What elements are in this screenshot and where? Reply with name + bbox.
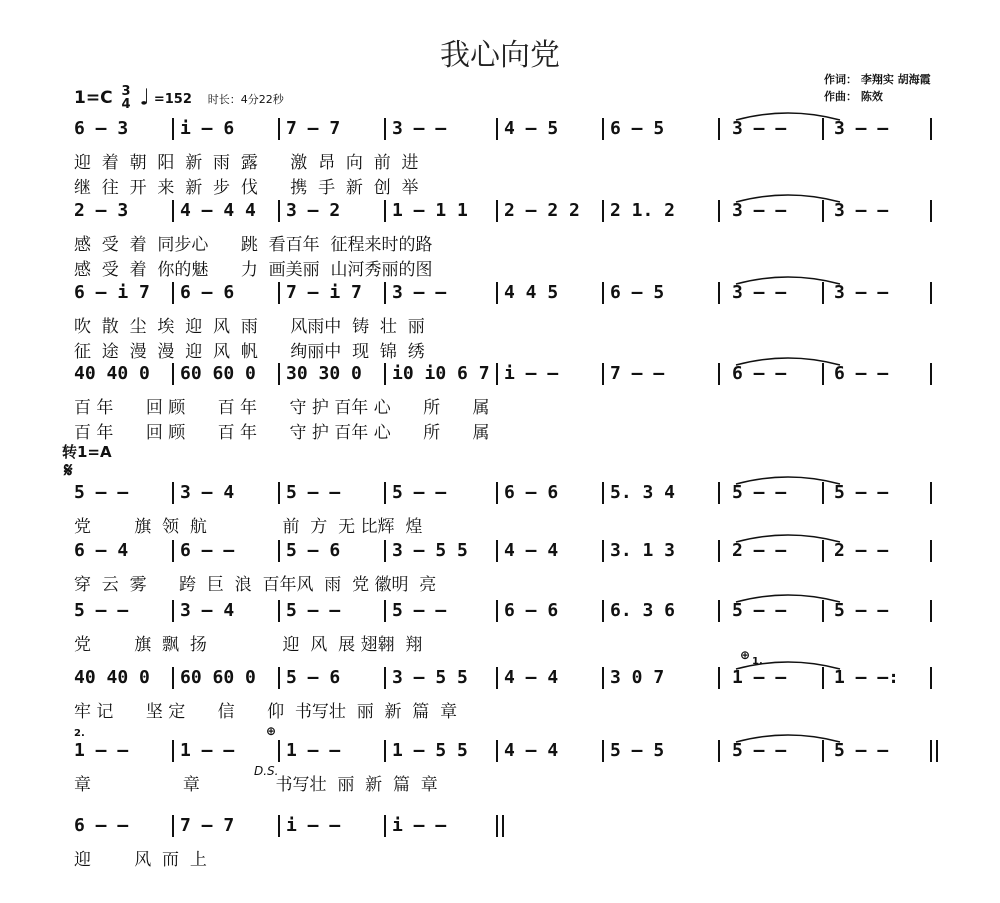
barline	[172, 200, 174, 222]
barline	[496, 600, 498, 622]
barline	[496, 540, 498, 562]
barline	[172, 667, 174, 689]
lyricist: 作词： 李翔实 胡海霞	[824, 73, 931, 86]
barline	[718, 540, 720, 562]
segno-icon: 𝄋	[64, 458, 73, 482]
score-row	[0, 740, 1000, 820]
barline	[718, 363, 720, 385]
measure: 7 – 7	[286, 118, 341, 139]
measure: 1 – –	[74, 740, 129, 761]
notation-line	[0, 200, 1000, 226]
barline	[496, 118, 498, 140]
measure: 5. 3 4	[610, 482, 676, 503]
coda-icon: ⊕	[266, 724, 277, 738]
final-barline	[936, 740, 938, 762]
measure: 3 – –	[392, 118, 447, 139]
volta-1-label: 1.	[752, 656, 763, 667]
barline	[822, 118, 824, 140]
quarter-note-icon: ♩	[139, 85, 150, 111]
measure: 5 – –	[834, 740, 889, 761]
lyrics-verse-2: 百 年 回 顾 百 年 守 护 百年 心 所 属	[74, 423, 490, 443]
barline	[496, 282, 498, 304]
score-row	[0, 200, 1000, 280]
measure: 3 – –	[834, 282, 889, 303]
measure: 2 – 2 2	[504, 200, 580, 221]
barline	[930, 363, 932, 385]
barline	[278, 815, 280, 837]
barline	[718, 482, 720, 504]
measure: 4 – 4 4	[180, 200, 256, 221]
measure: 6 – –	[180, 540, 235, 561]
time-top: 3	[121, 84, 131, 99]
barline	[278, 363, 280, 385]
measure: 5 – –	[834, 600, 889, 621]
barline	[822, 482, 824, 504]
volta-2-label: 2.	[74, 728, 85, 739]
notation-line	[0, 667, 1000, 693]
barline	[278, 282, 280, 304]
barline	[278, 118, 280, 140]
barline	[172, 540, 174, 562]
measure: 5 – –	[732, 740, 787, 761]
measure: i – –	[504, 363, 559, 384]
lyrics-verse-1: 百 年 回 顾 百 年 守 护 百年 心 所 属	[74, 398, 490, 418]
measure: 1 – 1 1	[392, 200, 468, 221]
barline	[602, 667, 604, 689]
barline	[930, 200, 932, 222]
barline	[822, 600, 824, 622]
barline	[718, 740, 720, 762]
measure: i – 6	[180, 118, 235, 139]
barline	[822, 363, 824, 385]
composer: 作曲： 陈效	[824, 90, 883, 103]
barline	[930, 667, 932, 689]
measure: 2 – –	[732, 540, 787, 561]
notation-line	[0, 740, 1000, 766]
measure: 6 – 6	[504, 482, 559, 503]
measure: 1 – –	[732, 667, 787, 688]
barline	[930, 540, 932, 562]
measure: 5 – –	[732, 600, 787, 621]
measure: 5 – 5	[610, 740, 665, 761]
barline	[384, 815, 386, 837]
barline	[718, 282, 720, 304]
barline	[602, 363, 604, 385]
barline	[602, 482, 604, 504]
barline	[822, 540, 824, 562]
barline	[278, 540, 280, 562]
measure: 3 – –	[392, 282, 447, 303]
measure: 3 – –	[732, 282, 787, 303]
measure: 5 – –	[834, 482, 889, 503]
notation-line	[0, 540, 1000, 566]
barline	[930, 118, 932, 140]
barline	[718, 667, 720, 689]
measure: 6 – –	[834, 363, 889, 384]
barline	[822, 740, 824, 762]
barline	[172, 600, 174, 622]
measure: 3 – –	[834, 200, 889, 221]
lyrics-verse-1: 党 旗 飘 扬 迎 风 展 翅翱 翔	[74, 635, 423, 655]
notation-line	[0, 600, 1000, 626]
score-row	[0, 282, 1000, 362]
barline	[496, 200, 498, 222]
measure: 40 40 0	[74, 667, 150, 688]
barline	[602, 540, 604, 562]
measure: 6 – 3	[74, 118, 129, 139]
measure: 6 – 6	[504, 600, 559, 621]
barline	[278, 200, 280, 222]
barline	[384, 540, 386, 562]
measure: 1 – –	[286, 740, 341, 761]
barline	[496, 667, 498, 689]
measure: 3 – 5 5	[392, 667, 468, 688]
measure: 5 – –	[74, 600, 129, 621]
measure: 3 – 4	[180, 600, 235, 621]
measure: 6 – i 7	[74, 282, 150, 303]
barline	[384, 363, 386, 385]
barline	[822, 667, 824, 689]
measure: 6 – 5	[610, 282, 665, 303]
notation-line	[0, 363, 1000, 389]
barline	[384, 118, 386, 140]
measure: 4 – 4	[504, 540, 559, 561]
barline	[278, 667, 280, 689]
time-bottom: 4	[121, 97, 131, 112]
measure: 60 60 0	[180, 363, 256, 384]
time-signature	[121, 85, 130, 111]
measure: 40 40 0	[74, 363, 150, 384]
measure: 4 – 5	[504, 118, 559, 139]
measure: 3. 1 3	[610, 540, 676, 561]
measure: 3 0 7	[610, 667, 665, 688]
measure: 60 60 0	[180, 667, 256, 688]
measure: 7 – –	[610, 363, 665, 384]
measure: 3 – –	[732, 118, 787, 139]
barline	[822, 282, 824, 304]
barline	[172, 815, 174, 837]
barline	[496, 482, 498, 504]
notation-line	[0, 118, 1000, 144]
measure: i – –	[286, 815, 341, 836]
barline	[172, 740, 174, 762]
barline	[278, 482, 280, 504]
barline	[718, 600, 720, 622]
ds-label: D.S.	[254, 764, 279, 778]
barline	[278, 600, 280, 622]
barline	[822, 200, 824, 222]
barline	[384, 740, 386, 762]
measure: 7 – 7	[180, 815, 235, 836]
measure: i – –	[392, 815, 447, 836]
measure: 5 – –	[286, 482, 341, 503]
measure: 2 – –	[834, 540, 889, 561]
measure: 5 – 6	[286, 667, 341, 688]
measure: 3 – 2	[286, 200, 341, 221]
measure: 4 – 4	[504, 740, 559, 761]
barline	[602, 118, 604, 140]
key-signature	[74, 85, 284, 111]
barline	[172, 282, 174, 304]
score-row	[0, 667, 1000, 747]
notation-line	[0, 482, 1000, 508]
lyrics-verse-1: 章 章 书写壮 丽 新 篇 章	[74, 775, 438, 795]
lyrics-verse-1: 穿 云 雾 跨 巨 浪 百年风 雨 党 徽明 亮	[74, 575, 437, 595]
barline	[496, 363, 498, 385]
final-barline	[502, 815, 504, 837]
lyrics-verse-1: 感 受 着 同步心 跳 看百年 征程来时的路	[74, 235, 433, 255]
barline	[930, 600, 932, 622]
measure: 5 – –	[392, 482, 447, 503]
measure: 5 – –	[286, 600, 341, 621]
barline	[718, 200, 720, 222]
lyrics-verse-1: 党 旗 领 航 前 方 无 比辉 煌	[74, 517, 423, 537]
measure: 3 – –	[834, 118, 889, 139]
barline	[172, 482, 174, 504]
barline	[278, 740, 280, 762]
barline	[930, 482, 932, 504]
measure: 3 – 5 5	[392, 540, 468, 561]
score-row	[0, 118, 1000, 198]
credits	[824, 71, 931, 105]
barline	[602, 600, 604, 622]
measure: 6 – 6	[180, 282, 235, 303]
key-text: 1=C	[74, 88, 113, 108]
barline	[384, 282, 386, 304]
barline	[930, 282, 932, 304]
barline	[930, 740, 932, 762]
measure: 7 – i 7	[286, 282, 362, 303]
barline	[496, 740, 498, 762]
modulation-mark: 转1=A	[62, 443, 112, 461]
barline	[602, 282, 604, 304]
song-title: 我心向党	[440, 38, 560, 73]
measure: 1 – –:	[834, 667, 900, 688]
tempo: =152	[153, 92, 192, 107]
coda-icon: ⊕	[740, 648, 751, 662]
measure: 6 – 4	[74, 540, 129, 561]
lyrics-verse-2: 感 受 着 你的魅 力 画美丽 山河秀丽的图	[74, 260, 433, 280]
barline	[172, 118, 174, 140]
notation-line	[0, 282, 1000, 308]
measure: 30 30 0	[286, 363, 362, 384]
measure: 4 4 5	[504, 282, 559, 303]
measure: 4 – 4	[504, 667, 559, 688]
barline	[602, 740, 604, 762]
measure: 6. 3 6	[610, 600, 676, 621]
notation-line	[0, 815, 1000, 841]
measure: 6 – –	[732, 363, 787, 384]
lyrics-verse-1: 迎 风 而 上	[74, 850, 207, 870]
score-row	[0, 363, 1000, 443]
lyrics-verse-2: 继 往 开 来 新 步 伐 携 手 新 创 举	[74, 178, 419, 198]
barline	[718, 118, 720, 140]
lyrics-verse-1: 迎 着 朝 阳 新 雨 露 激 昂 向 前 进	[74, 153, 419, 173]
measure: 5 – –	[74, 482, 129, 503]
measure: 5 – –	[732, 482, 787, 503]
lyrics-verse-2: 征 途 漫 漫 迎 风 帆 绚丽中 现 锦 绣	[74, 342, 425, 362]
barline	[384, 482, 386, 504]
measure: 6 – 5	[610, 118, 665, 139]
measure: 2 1. 2	[610, 200, 676, 221]
measure: 1 – 5 5	[392, 740, 468, 761]
lyrics-verse-1: 牢 记 坚 定 信 仰 书写壮 丽 新 篇 章	[74, 702, 458, 722]
measure: 6 – –	[74, 815, 129, 836]
score-row	[0, 815, 1000, 895]
lyrics-verse-1: 吹 散 尘 埃 迎 风 雨 风雨中 铸 壮 丽	[74, 317, 425, 337]
duration: 时长：4分22秒	[207, 93, 284, 106]
measure: 5 – –	[392, 600, 447, 621]
measure: 1 – –	[180, 740, 235, 761]
measure: 2 – 3	[74, 200, 129, 221]
measure: i0 i0 6 7	[392, 363, 490, 384]
measure: 3 – 4	[180, 482, 235, 503]
barline	[384, 600, 386, 622]
barline	[602, 200, 604, 222]
measure: 5 – 6	[286, 540, 341, 561]
barline	[172, 363, 174, 385]
barline	[384, 667, 386, 689]
measure: 3 – –	[732, 200, 787, 221]
barline	[496, 815, 498, 837]
barline	[384, 200, 386, 222]
